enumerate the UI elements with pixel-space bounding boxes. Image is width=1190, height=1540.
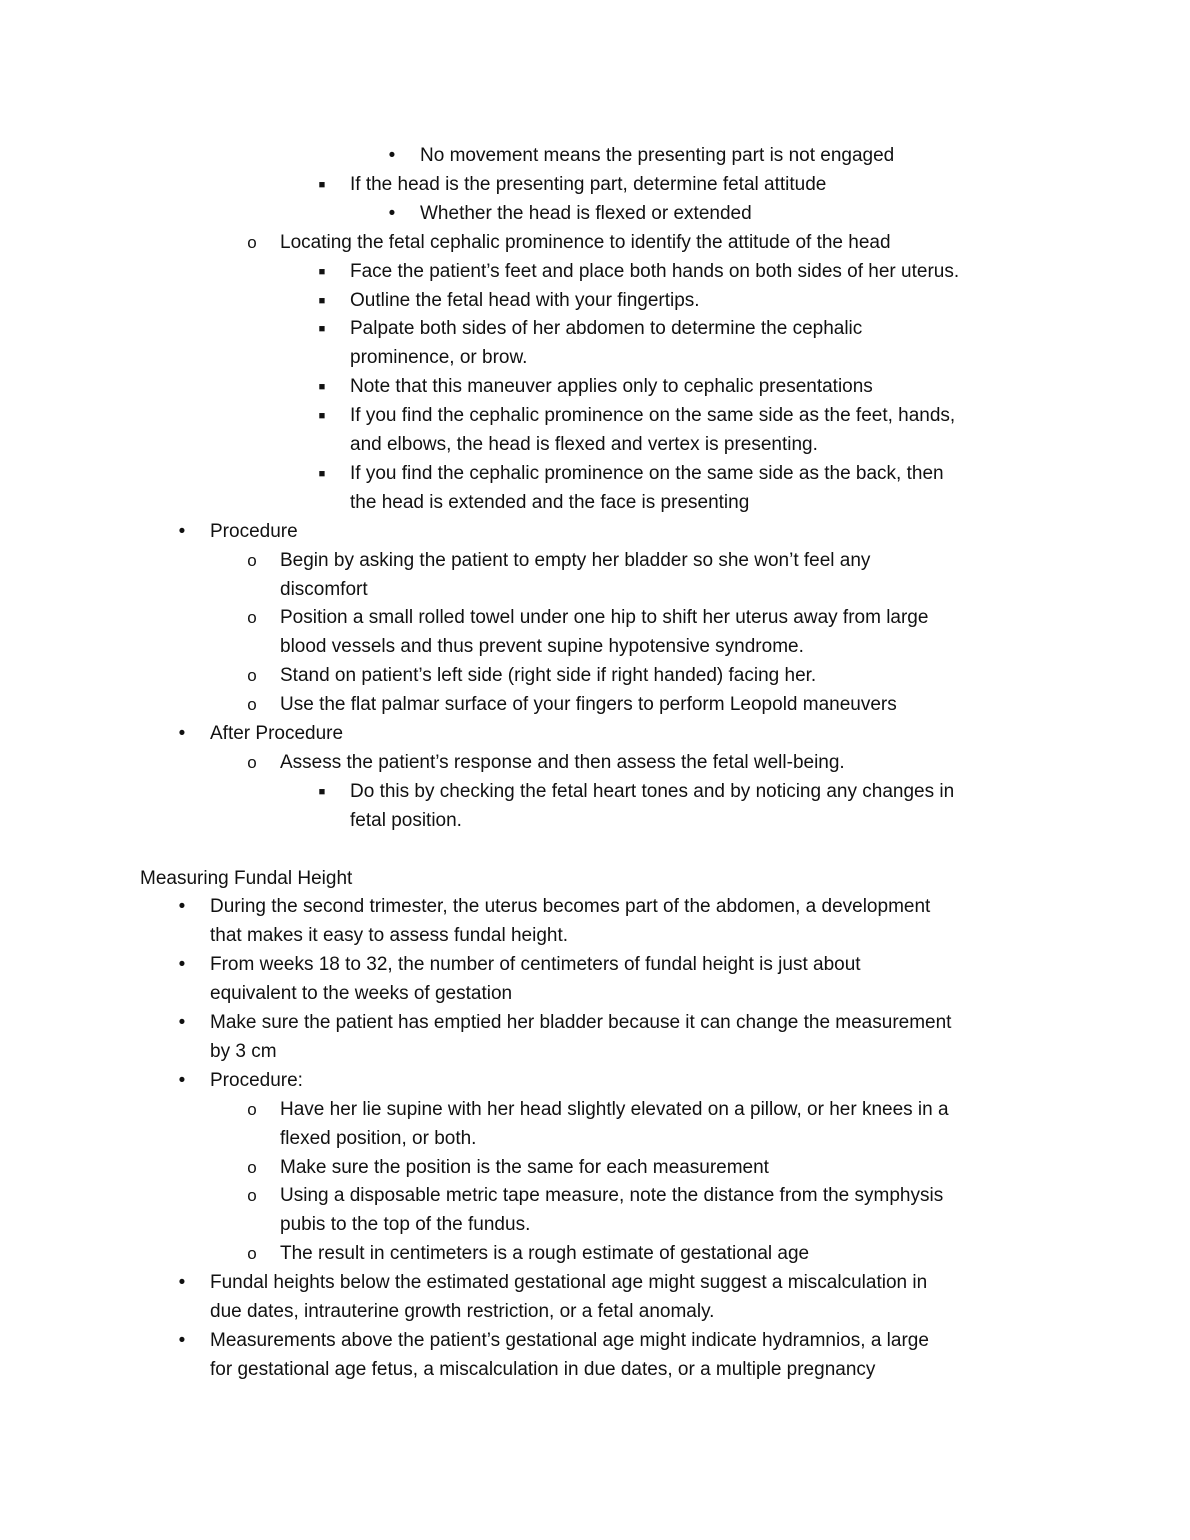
square-bullet-icon: ■ <box>318 323 326 336</box>
circle-bullet-icon: o <box>247 752 257 772</box>
list-item-text: by 3 cm <box>210 1040 277 1062</box>
list-item-text: discomfort <box>280 578 368 600</box>
list-item-text: that makes it easy to assess fundal height. <box>210 925 569 947</box>
list-item-text: Make sure the position is the same for each measurement <box>280 1156 769 1178</box>
list-item-text: Fundal heights below the estimated gestational age might suggest a miscalculation in <box>210 1272 928 1294</box>
square-bullet-icon: ■ <box>318 178 326 191</box>
list-item-text: equivalent to the weeks of gestation <box>210 983 513 1005</box>
square-bullet-icon: ■ <box>318 410 326 423</box>
circle-bullet-icon: o <box>247 232 257 252</box>
bullet-icon: • <box>178 520 186 542</box>
list-item-text: Make sure the patient has emptied her bladder because it can change the measurement <box>210 1012 952 1033</box>
list-item-text: Locating the fetal cephalic prominence to identify the attitude of the head <box>280 231 891 253</box>
list-item-text: Note that this maneuver applies only to cephalic presentations <box>350 376 873 398</box>
circle-bullet-icon: o <box>247 1157 257 1177</box>
list-item-text: prominence, or brow. <box>350 347 528 369</box>
list-item-text: Do this by checking the fetal heart tones and by noticing any changes in <box>350 780 955 802</box>
list-item-text: After Procedure <box>210 723 344 744</box>
list-item-text: due dates, intrauterine growth restriction, or a fetal anomaly. <box>210 1301 715 1322</box>
list-item-text: From weeks 18 to 32, the number of centimeters of fundal height is just about <box>210 954 861 976</box>
circle-bullet-icon: o <box>247 1244 257 1264</box>
list-item-text: Palpate both sides of her abdomen to determine the cephalic <box>350 318 863 340</box>
list-item-text: No movement means the presenting part is not engaged <box>420 145 895 166</box>
list-item-text: blood vessels and thus prevent supine hypotensive syndrome. <box>280 636 804 658</box>
square-bullet-icon: ■ <box>318 381 326 394</box>
list-item-text: Measurements above the patient’s gestational age might indicate hydramnios, a large <box>210 1329 929 1351</box>
list-item-text: Stand on patient’s left side (right side if right handed) facing her. <box>280 665 817 687</box>
list-item-text: Procedure: <box>210 1069 303 1091</box>
list-item-text: and elbows, the head is flexed and vertex is presenting. <box>350 434 818 455</box>
bullet-icon: • <box>178 723 186 744</box>
list-item-text: Outline the fetal head with your fingertips. <box>350 289 700 311</box>
list-item-text: If the head is the presenting part, determine fetal attitude <box>350 173 827 195</box>
list-item-text: Use the flat palmar surface of your fingers to perform Leopold maneuvers <box>280 694 897 716</box>
list-item-text: Begin by asking the patient to empty her bladder so she won’t feel any <box>280 549 871 571</box>
list-item-text: Procedure <box>210 520 298 542</box>
circle-bullet-icon: o <box>247 666 257 686</box>
bullet-icon: • <box>178 1272 186 1294</box>
list-item-text: During the second trimester, the uterus becomes part of the abdomen, a development <box>210 896 931 918</box>
circle-bullet-icon: o <box>247 1186 257 1206</box>
list-item-text: fetal position. <box>350 809 462 831</box>
list-item-text: If you find the cephalic prominence on the same side as the back, then <box>350 462 944 484</box>
circle-bullet-icon: o <box>247 695 257 715</box>
bullet-icon: • <box>388 202 396 224</box>
circle-bullet-icon: o <box>247 1099 257 1119</box>
bullet-icon: • <box>178 954 186 976</box>
list-item-text: for gestational age fetus, a miscalculation in due dates, or a multiple pregnancy <box>210 1358 876 1380</box>
list-item-text: If you find the cephalic prominence on the same side as the feet, hands, <box>350 405 956 427</box>
list-item-text: pubis to the top of the fundus. <box>280 1214 531 1236</box>
list-item-text: Have her lie supine with her head slightly elevated on a pillow, or her knees in a <box>280 1098 949 1120</box>
list-item-text: Using a disposable metric tape measure, note the distance from the symphysis <box>280 1185 944 1207</box>
bullet-icon: • <box>388 145 396 166</box>
square-bullet-icon: ■ <box>318 785 326 798</box>
circle-bullet-icon: o <box>247 608 257 628</box>
list-item-text: flexed position, or both. <box>280 1127 477 1149</box>
list-item-text: The result in centimeters is a rough estimate of gestational age <box>280 1243 810 1265</box>
square-bullet-icon: ■ <box>318 265 326 278</box>
square-bullet-icon: ■ <box>318 294 326 307</box>
bullet-icon: • <box>178 1329 186 1351</box>
list-item-text: Assess the patient’s response and then assess the fetal well-being. <box>280 751 845 773</box>
list-item-text: Face the patient’s feet and place both hands on both sides of her uterus. <box>350 260 960 282</box>
list-item-text: the head is extended and the face is presenting <box>350 491 750 513</box>
bullet-icon: • <box>178 896 186 918</box>
list-item-text: Whether the head is flexed or extended <box>420 202 752 224</box>
bullet-icon: • <box>178 1012 186 1033</box>
section-heading: Measuring Fundal Height <box>140 867 353 889</box>
circle-bullet-icon: o <box>247 550 257 570</box>
square-bullet-icon: ■ <box>318 467 326 480</box>
bullet-icon: • <box>178 1069 186 1091</box>
list-item-text: Position a small rolled towel under one hip to shift her uterus away from large <box>280 607 929 629</box>
